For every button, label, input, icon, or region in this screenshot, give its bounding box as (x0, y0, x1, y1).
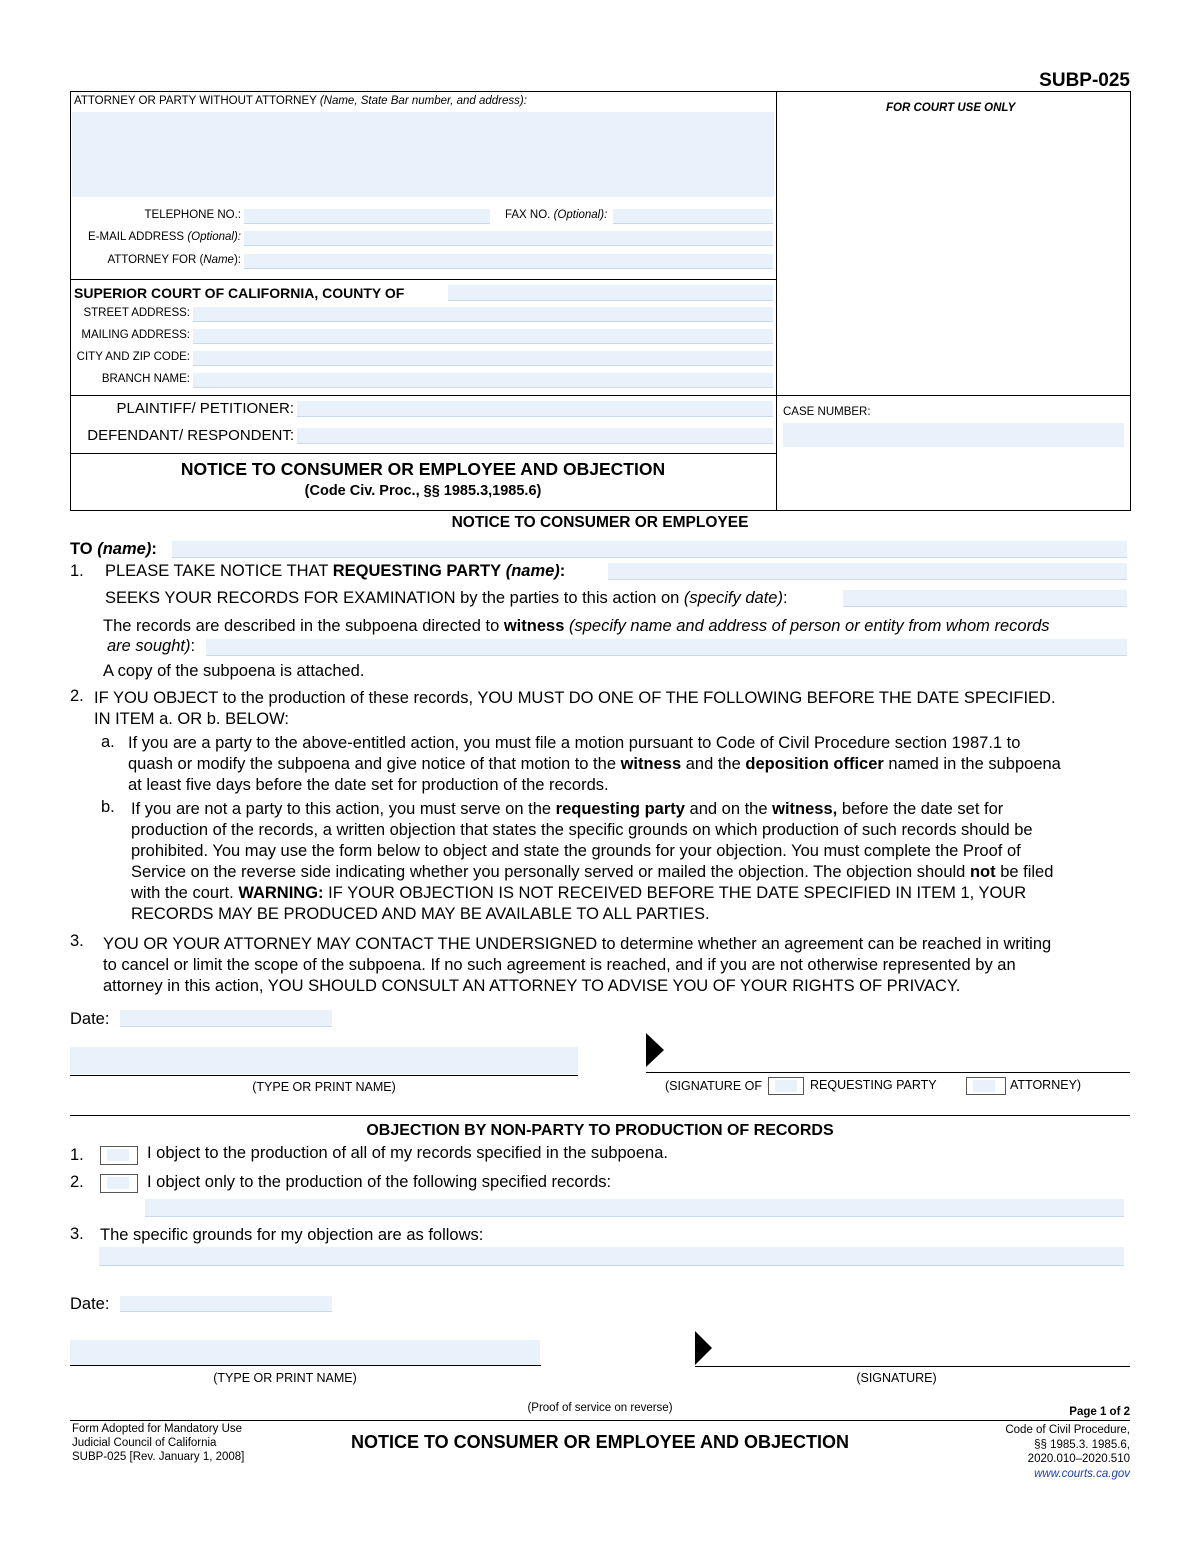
item2-line2: IN ITEM a. OR b. BELOW: (94, 710, 289, 728)
objection-heading: OBJECTION BY NON-PARTY TO PRODUCTION OF RECORDS (366, 1122, 834, 1139)
examination-date-field[interactable] (843, 590, 1127, 607)
item1-seeks-text: SEEKS YOUR RECORDS FOR EXAMINATION by the parties to this action on (specify date): (105, 589, 788, 607)
section-divider (70, 1115, 1130, 1116)
item3-number: 3. (70, 932, 84, 950)
objection-item1-text: I object to the production of all of my records specified in the subpoena. (147, 1144, 668, 1162)
footer-line (70, 1420, 1130, 1421)
case-number-label: CASE NUMBER: (783, 406, 871, 418)
objection-item2-text: I object only to the production of the following specified records: (147, 1173, 612, 1191)
city-label: CITY AND ZIP CODE: (76, 351, 190, 363)
branch-field[interactable] (193, 373, 773, 388)
caption-divider (776, 91, 777, 510)
requesting-party-label: REQUESTING PARTY (810, 1078, 937, 1092)
attorney-label: ATTORNEY OR PARTY WITHOUT ATTORNEY (Name, State Bar number, and address): (74, 95, 527, 107)
branch-label: BRANCH NAME: (101, 373, 190, 385)
defendant-label: DEFENDANT/ RESPONDENT: (87, 427, 294, 444)
proof-of-service-note: (Proof of service on reverse) (527, 1402, 673, 1414)
item2b-letter: b. (101, 798, 115, 816)
witness-field[interactable] (206, 639, 1127, 656)
fax-field[interactable] (613, 209, 773, 224)
footer-title: NOTICE TO CONSUMER OR EMPLOYEE AND OBJECTION (350, 1432, 850, 1452)
notice-print-name-field[interactable] (70, 1047, 578, 1074)
mailing-field[interactable] (193, 329, 773, 344)
objection-item3-text: The specific grounds for my objection are as follows: (100, 1226, 484, 1244)
county-field[interactable] (448, 285, 773, 301)
court-title: SUPERIOR COURT OF CALIFORNIA, COUNTY OF (74, 285, 405, 301)
objection-print-name-caption: (TYPE OR PRINT NAME) (213, 1371, 357, 1385)
to-label: TO (name): (70, 540, 157, 558)
objection-item1-number: 1. (70, 1146, 84, 1164)
form-subtitle: (Code Civ. Proc., §§ 1985.3,1985.6) (304, 483, 542, 499)
mailing-label: MAILING ADDRESS: (81, 329, 190, 341)
signature-of-label: (SIGNATURE OF (665, 1079, 762, 1093)
item1-text: PLEASE TAKE NOTICE THAT REQUESTING PARTY (name): (105, 562, 566, 580)
notice-signature-arrow-icon (646, 1033, 664, 1067)
objection-signature-line (695, 1366, 1130, 1367)
court-use-label: FOR COURT USE ONLY (886, 102, 1016, 114)
defendant-field[interactable] (297, 428, 773, 444)
attorney-checkbox[interactable] (966, 1077, 1006, 1095)
item2-line1: IF YOU OBJECT to the production of these records, YOU MUST DO ONE OF THE FOLLOWING BEFORE THE DATE SPECIFIED. (94, 689, 1056, 707)
attorney-name-field[interactable] (72, 112, 774, 197)
objection-grounds-field[interactable] (99, 1247, 1124, 1266)
fax-label: FAX NO. (Optional): (505, 209, 608, 221)
notice-signature-line (646, 1072, 1130, 1073)
notice-print-name-line (70, 1075, 578, 1076)
attorney-label: ATTORNEY) (1010, 1078, 1082, 1092)
plaintiff-field[interactable] (297, 401, 773, 417)
code-references: Code of Civil Procedure, §§ 1985.3. 1985.6, 2020.010–2020.510 www.courts.ca.gov (1005, 1424, 1130, 1480)
caption-line-title (70, 453, 776, 454)
notice-heading: NOTICE TO CONSUMER OR EMPLOYEE (451, 514, 749, 531)
plaintiff-label: PLAINTIFF/ PETITIONER: (116, 400, 294, 417)
object-all-checkbox[interactable] (100, 1146, 138, 1165)
item1-number: 1. (70, 562, 84, 580)
objection-signature-caption: (SIGNATURE) (856, 1371, 937, 1385)
street-label: STREET ADDRESS: (83, 307, 190, 319)
city-field[interactable] (193, 351, 773, 366)
specified-records-field[interactable] (145, 1199, 1124, 1217)
attorney-for-label: ATTORNEY FOR (Name): (107, 254, 241, 266)
telephone-field[interactable] (244, 209, 490, 224)
form-title: NOTICE TO CONSUMER OR EMPLOYEE AND OBJECTION (180, 459, 666, 479)
item2a-text: If you are a party to the above-entitled action, you must file a motion pursuant to Code of Civil Procedure section 1987.1 to quash or modify the subpoena and give notice of that motion to the witness and the deposition officer named in the subpoena at least five days before the date set for production of the records. (128, 734, 1061, 794)
case-number-field[interactable] (783, 423, 1124, 447)
copy-attached-text: A copy of the subpoena is attached. (103, 662, 365, 680)
caption-line-parties (70, 395, 1130, 396)
objection-print-name-field[interactable] (70, 1340, 540, 1365)
notice-date-field[interactable] (120, 1010, 332, 1027)
item3-text: YOU OR YOUR ATTORNEY MAY CONTACT THE UNDERSIGNED to determine whether an agreement can be reached in writing to cancel or limit the scope of the subpoena. If no such agreement is reached, and if you are not otherwise represented by an attorney in this action, YOU SHOULD CONSULT AN ATTORNEY TO ADVISE YOU OF YOUR RIGHTS OF PRIVACY. (103, 935, 1052, 995)
to-name-field[interactable] (172, 541, 1127, 558)
records-text-line1: The records are described in the subpoena directed to witness (specify name and address of person or entity from whom records (103, 617, 1050, 635)
caption-line-court (70, 279, 776, 280)
requesting-party-checkbox[interactable] (768, 1077, 804, 1095)
objection-item3-number: 3. (70, 1225, 84, 1243)
objection-signature-arrow-icon (695, 1331, 712, 1365)
objection-print-name-line (70, 1365, 541, 1366)
objection-date-field[interactable] (120, 1296, 332, 1312)
courts-website-link[interactable]: www.courts.ca.gov (1034, 1467, 1130, 1480)
item2b-text: If you are not a party to this action, you must serve on the requesting party and on the witness, before the date set for production of the records, a written objection that states the specific grounds on which production of such records should be prohibited. You may use the form below to object and state the grounds for your objection. You must complete the Proof of Service on the reverse side indicating whether you personally served or mailed the objection. The objection should not be filed with the court. WARNING: IF YOUR OBJECTION IS NOT RECEIVED BEFORE THE DATE SPECIFIED IN ITEM 1, YOUR RECORDS MAY BE PRODUCED AND MAY BE AVAILABLE TO ALL PARTIES. (131, 800, 1054, 923)
item2a-letter: a. (101, 733, 115, 751)
objection-date-label: Date: (70, 1295, 110, 1313)
objection-item2-number: 2. (70, 1173, 84, 1191)
form-code: SUBP-025 (1039, 70, 1130, 91)
notice-print-name-caption: (TYPE OR PRINT NAME) (252, 1080, 396, 1094)
item2-number: 2. (70, 687, 84, 705)
email-label: E-MAIL ADDRESS (Optional): (88, 231, 241, 243)
records-text-line2: are sought): (107, 637, 196, 655)
street-field[interactable] (193, 307, 773, 322)
telephone-label: TELEPHONE NO.: (144, 209, 241, 221)
requesting-party-field[interactable] (608, 563, 1127, 580)
notice-date-label: Date: (70, 1010, 110, 1028)
object-specified-checkbox[interactable] (100, 1174, 138, 1193)
page-number: Page 1 of 2 (1069, 1406, 1130, 1418)
email-field[interactable] (244, 231, 773, 246)
attorney-for-field[interactable] (244, 254, 773, 269)
adoption-info: Form Adopted for Mandatory Use Judicial Council of California SUBP-025 [Rev. January 1, 2008] (72, 1423, 245, 1463)
